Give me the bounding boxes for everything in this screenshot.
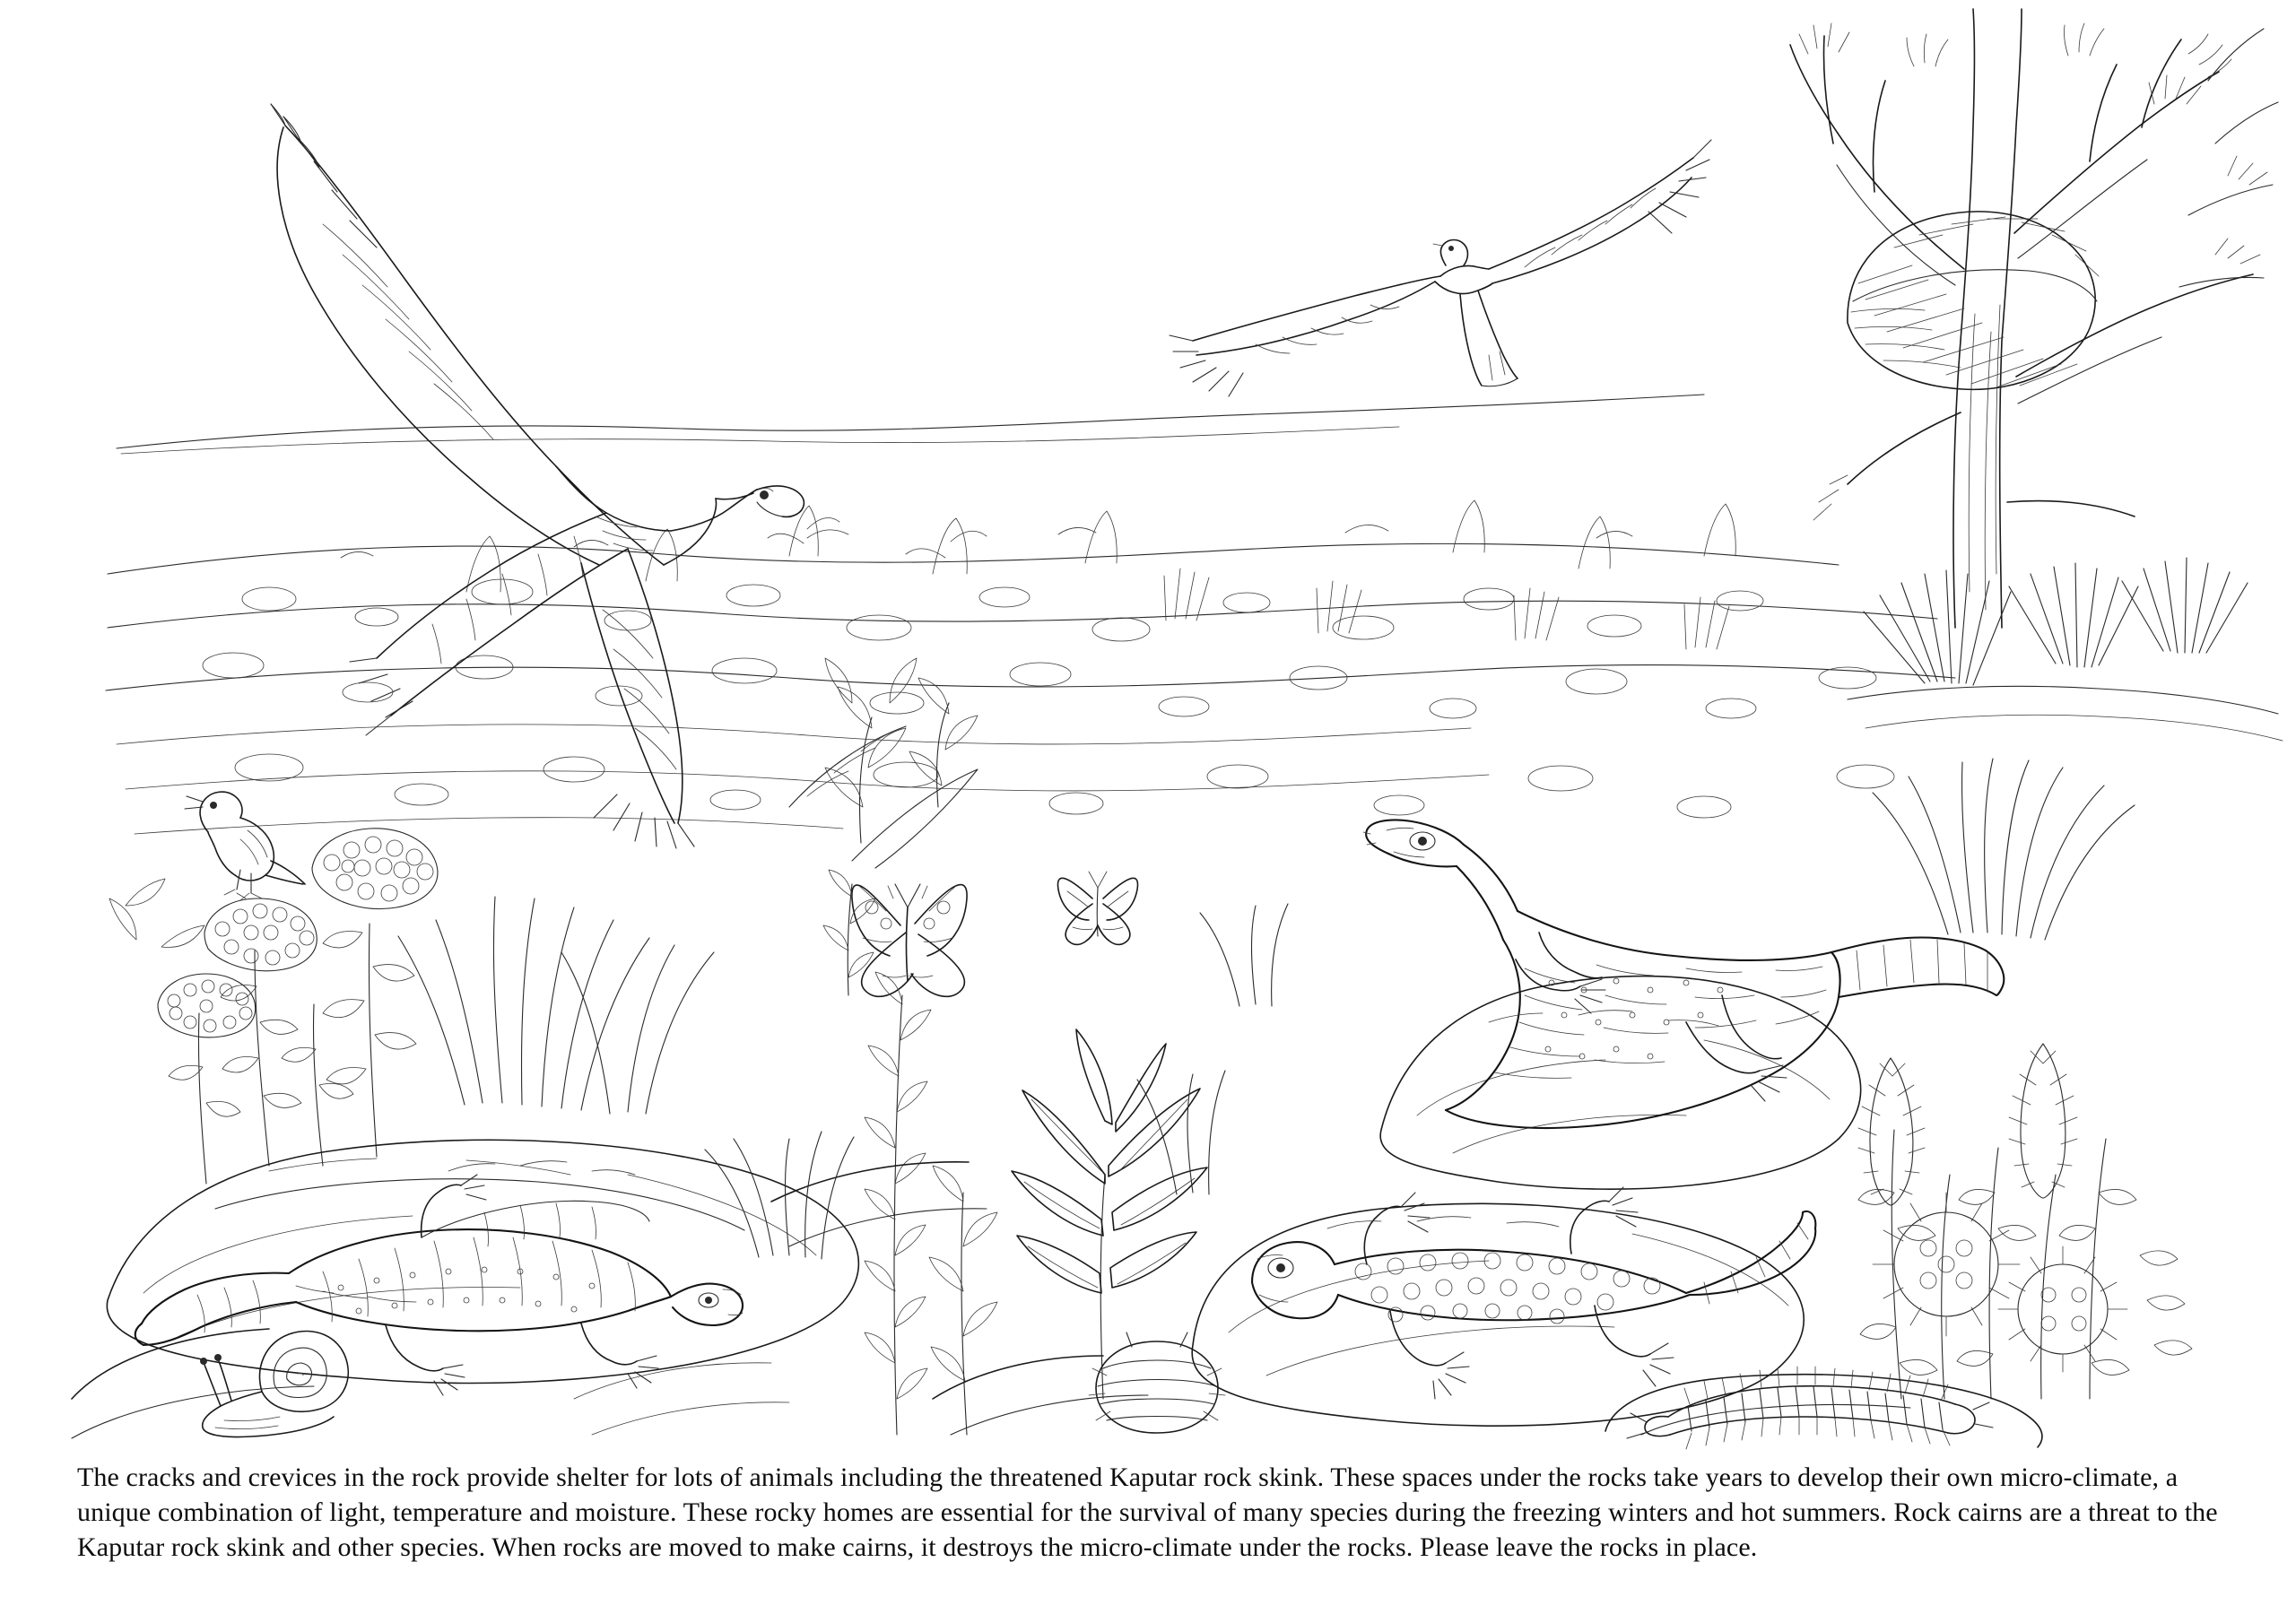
small-bird [185,792,305,900]
flower-head [204,898,317,971]
velvet-gecko [1192,1187,1815,1426]
dead-tree-with-nest [1790,9,2283,741]
bottlebrush-shrubs [1858,1044,2192,1399]
small-plant-left [109,879,204,948]
centre-herbs [823,870,1207,1435]
stick-nest [1848,212,2099,389]
goanna-lizard [1363,820,2004,1189]
caption-text: The cracks and crevices in the rock provide shelter for lots of animals including the threatened Kaputar rock skink. These spaces under the rocks take years to develop their own micro-climate, a unique combination of light, temperature and moisture. These rocky homes are essential for the survival of many species during the freezing winters and hot summers. Rock cairns are a threat to the Kaputar rock skink and other species. When rocks are moved to make cairns, it destroys the micro-climate under the rocks. Please leave the rocks in place. [77,1462,2218,1562]
rocky-plateau [106,525,1955,834]
distant-shrubs [466,500,1735,649]
butterfly-large [852,884,967,996]
flower-head [312,829,438,909]
grass-tree-tussocks [1864,558,2248,685]
foreground-grass [705,904,1288,1259]
eagle-soaring-small [1170,140,1711,396]
wedge-tailed-eagle-large [271,104,804,848]
grass-tufts-left [398,897,714,1114]
flowering-shrub-left [158,829,438,1184]
bottlebrush-flower [2009,1044,2077,1198]
horizon-ridge [117,395,1704,454]
right-grass-clump [1873,759,2135,940]
centipede [1605,1367,2042,1449]
bottlebrush-flower-round [1998,1246,2127,1372]
flower-head [158,974,256,1037]
snail [200,1331,348,1436]
slater-woodlouse [1089,1332,1225,1433]
butterfly-small [1057,872,1137,944]
